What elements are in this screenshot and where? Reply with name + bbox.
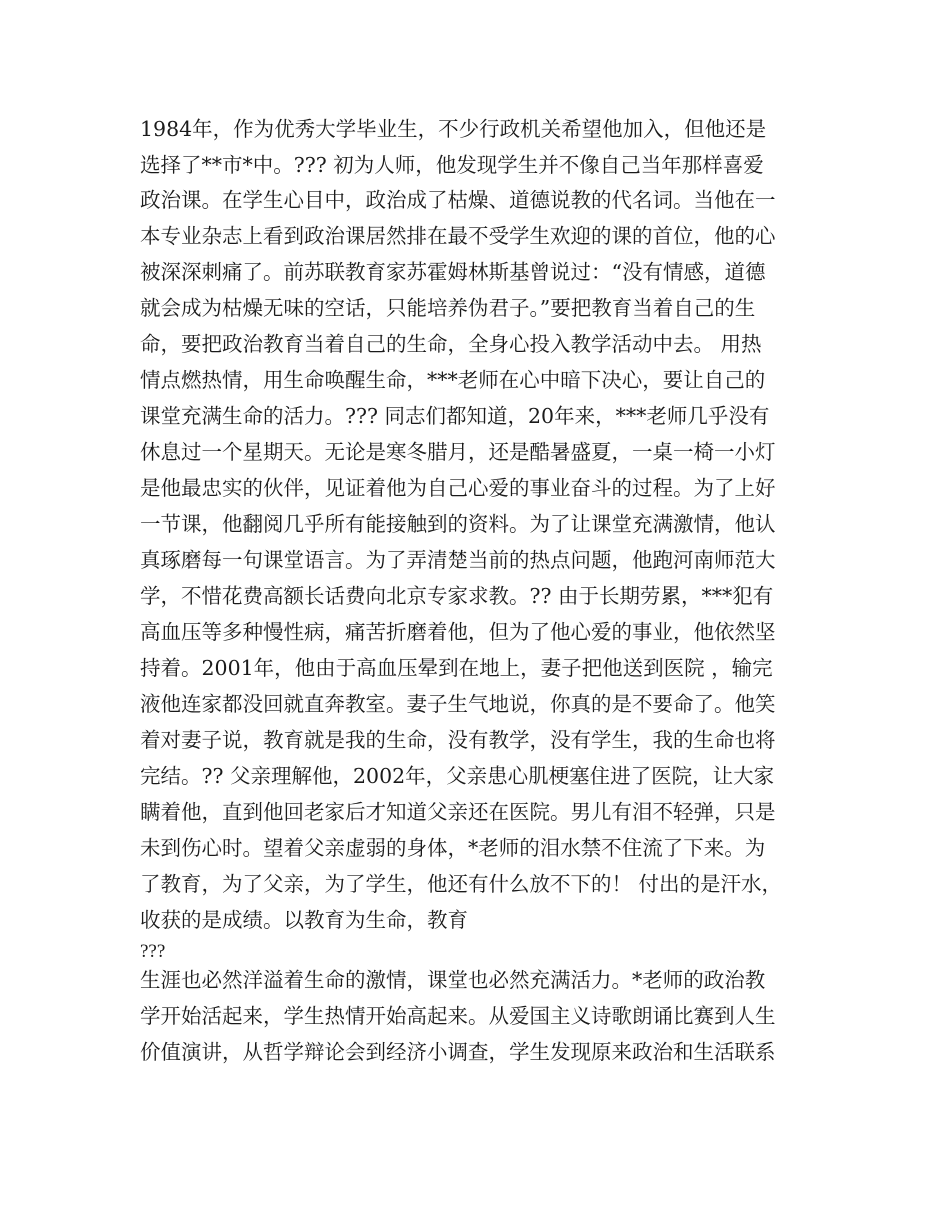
- text-line: 学开始活起来，学生热情开始高起来。从爱国主义诗歌朗诵比赛到人生: [140, 1004, 776, 1028]
- text-line: 生涯也必然洋溢着生命的激情，课堂也必然充满活力。*老师的政治教: [140, 968, 766, 992]
- separator-marks: ???: [140, 941, 166, 962]
- text-line: 价值演讲，从哲学辩论会到经济小调查，学生发现原来政治和生活联系: [140, 1040, 776, 1064]
- text-line: 1984年，作为优秀大学毕业生，不少行政机关希望他加入，但他还是: [140, 117, 767, 141]
- text-line: 持着。2001年，他由于高血压晕到在地上，妻子把他送到医院 ，输完: [140, 656, 773, 680]
- text-line: 一节课，他翻阅几乎所有能接触到的资料。为了让课堂充满激情，他认: [140, 512, 776, 536]
- text-line: 被深深刺痛了。前苏联教育家苏霍姆林斯基曾说过：“没有情感，道德: [140, 260, 766, 284]
- text-line: 本专业杂志上看到政治课居然排在最不受学生欢迎的课的首位，他的心: [140, 224, 776, 248]
- text-line: 未到伤心时。望着父亲虚弱的身体，*老师的泪水禁不住流了下来。为: [140, 836, 766, 860]
- text-line: 政治课。在学生心目中，政治成了枯燥、道德说教的代名词。当他在一: [140, 188, 776, 212]
- text-line: 就会成为枯燥无味的空话，只能培养伪君子。”要把教育当着自己的生: [140, 296, 756, 320]
- text-line: 课堂充满生命的活力。??? 同志们都知道，20年来，***老师几乎没有: [140, 404, 770, 428]
- text-line: 命，要把政治教育当着自己的生命，全身心投入教学活动中去。 用热: [140, 332, 762, 356]
- text-line: 液他连家都没回就直奔教室。妻子生气地说，你真的是不要命了。他笑: [140, 692, 776, 716]
- text-line: 高血压等多种慢性病，痛苦折磨着他，但为了他心爱的事业，他依然坚: [140, 620, 776, 644]
- text-line: 了教育，为了父亲，为了学生，他还有什么放不下的！ 付出的是汗水，: [140, 872, 783, 896]
- text-line: 瞒着他，直到他回老家后才知道父亲还在医院。男儿有泪不轻弹，只是: [140, 800, 776, 824]
- text-line: 学，不惜花费高额长话费向北京专家求教。?? 由于长期劳累，***犯有: [140, 584, 774, 608]
- text-line: 情点燃热情，用生命唤醒生命，***老师在心中暗下决心，要让自己的: [140, 368, 766, 392]
- text-line: 选择了**市*中。??? 初为人师，他发现学生并不像自己当年那样喜爱: [140, 153, 764, 177]
- text-line: 收获的是成绩。以教育为生命，教育: [140, 908, 468, 932]
- text-line: 真琢磨每一句课堂语言。为了弄清楚当前的热点问题，他跑河南师范大: [140, 548, 776, 572]
- text-line: 着对妻子说，教育就是我的生命，没有教学，没有学生，我的生命也将: [140, 728, 776, 752]
- text-line: 是他最忠实的伙伴，见证着他为自己心爱的事业奋斗的过程。为了上好: [140, 476, 776, 500]
- text-line: 休息过一个星期天。无论是寒冬腊月，还是酷暑盛夏，一桌一椅一小灯: [140, 440, 776, 464]
- text-line: 完结。?? 父亲理解他，2002年，父亲患心肌梗塞住进了医院，让大家: [140, 764, 775, 788]
